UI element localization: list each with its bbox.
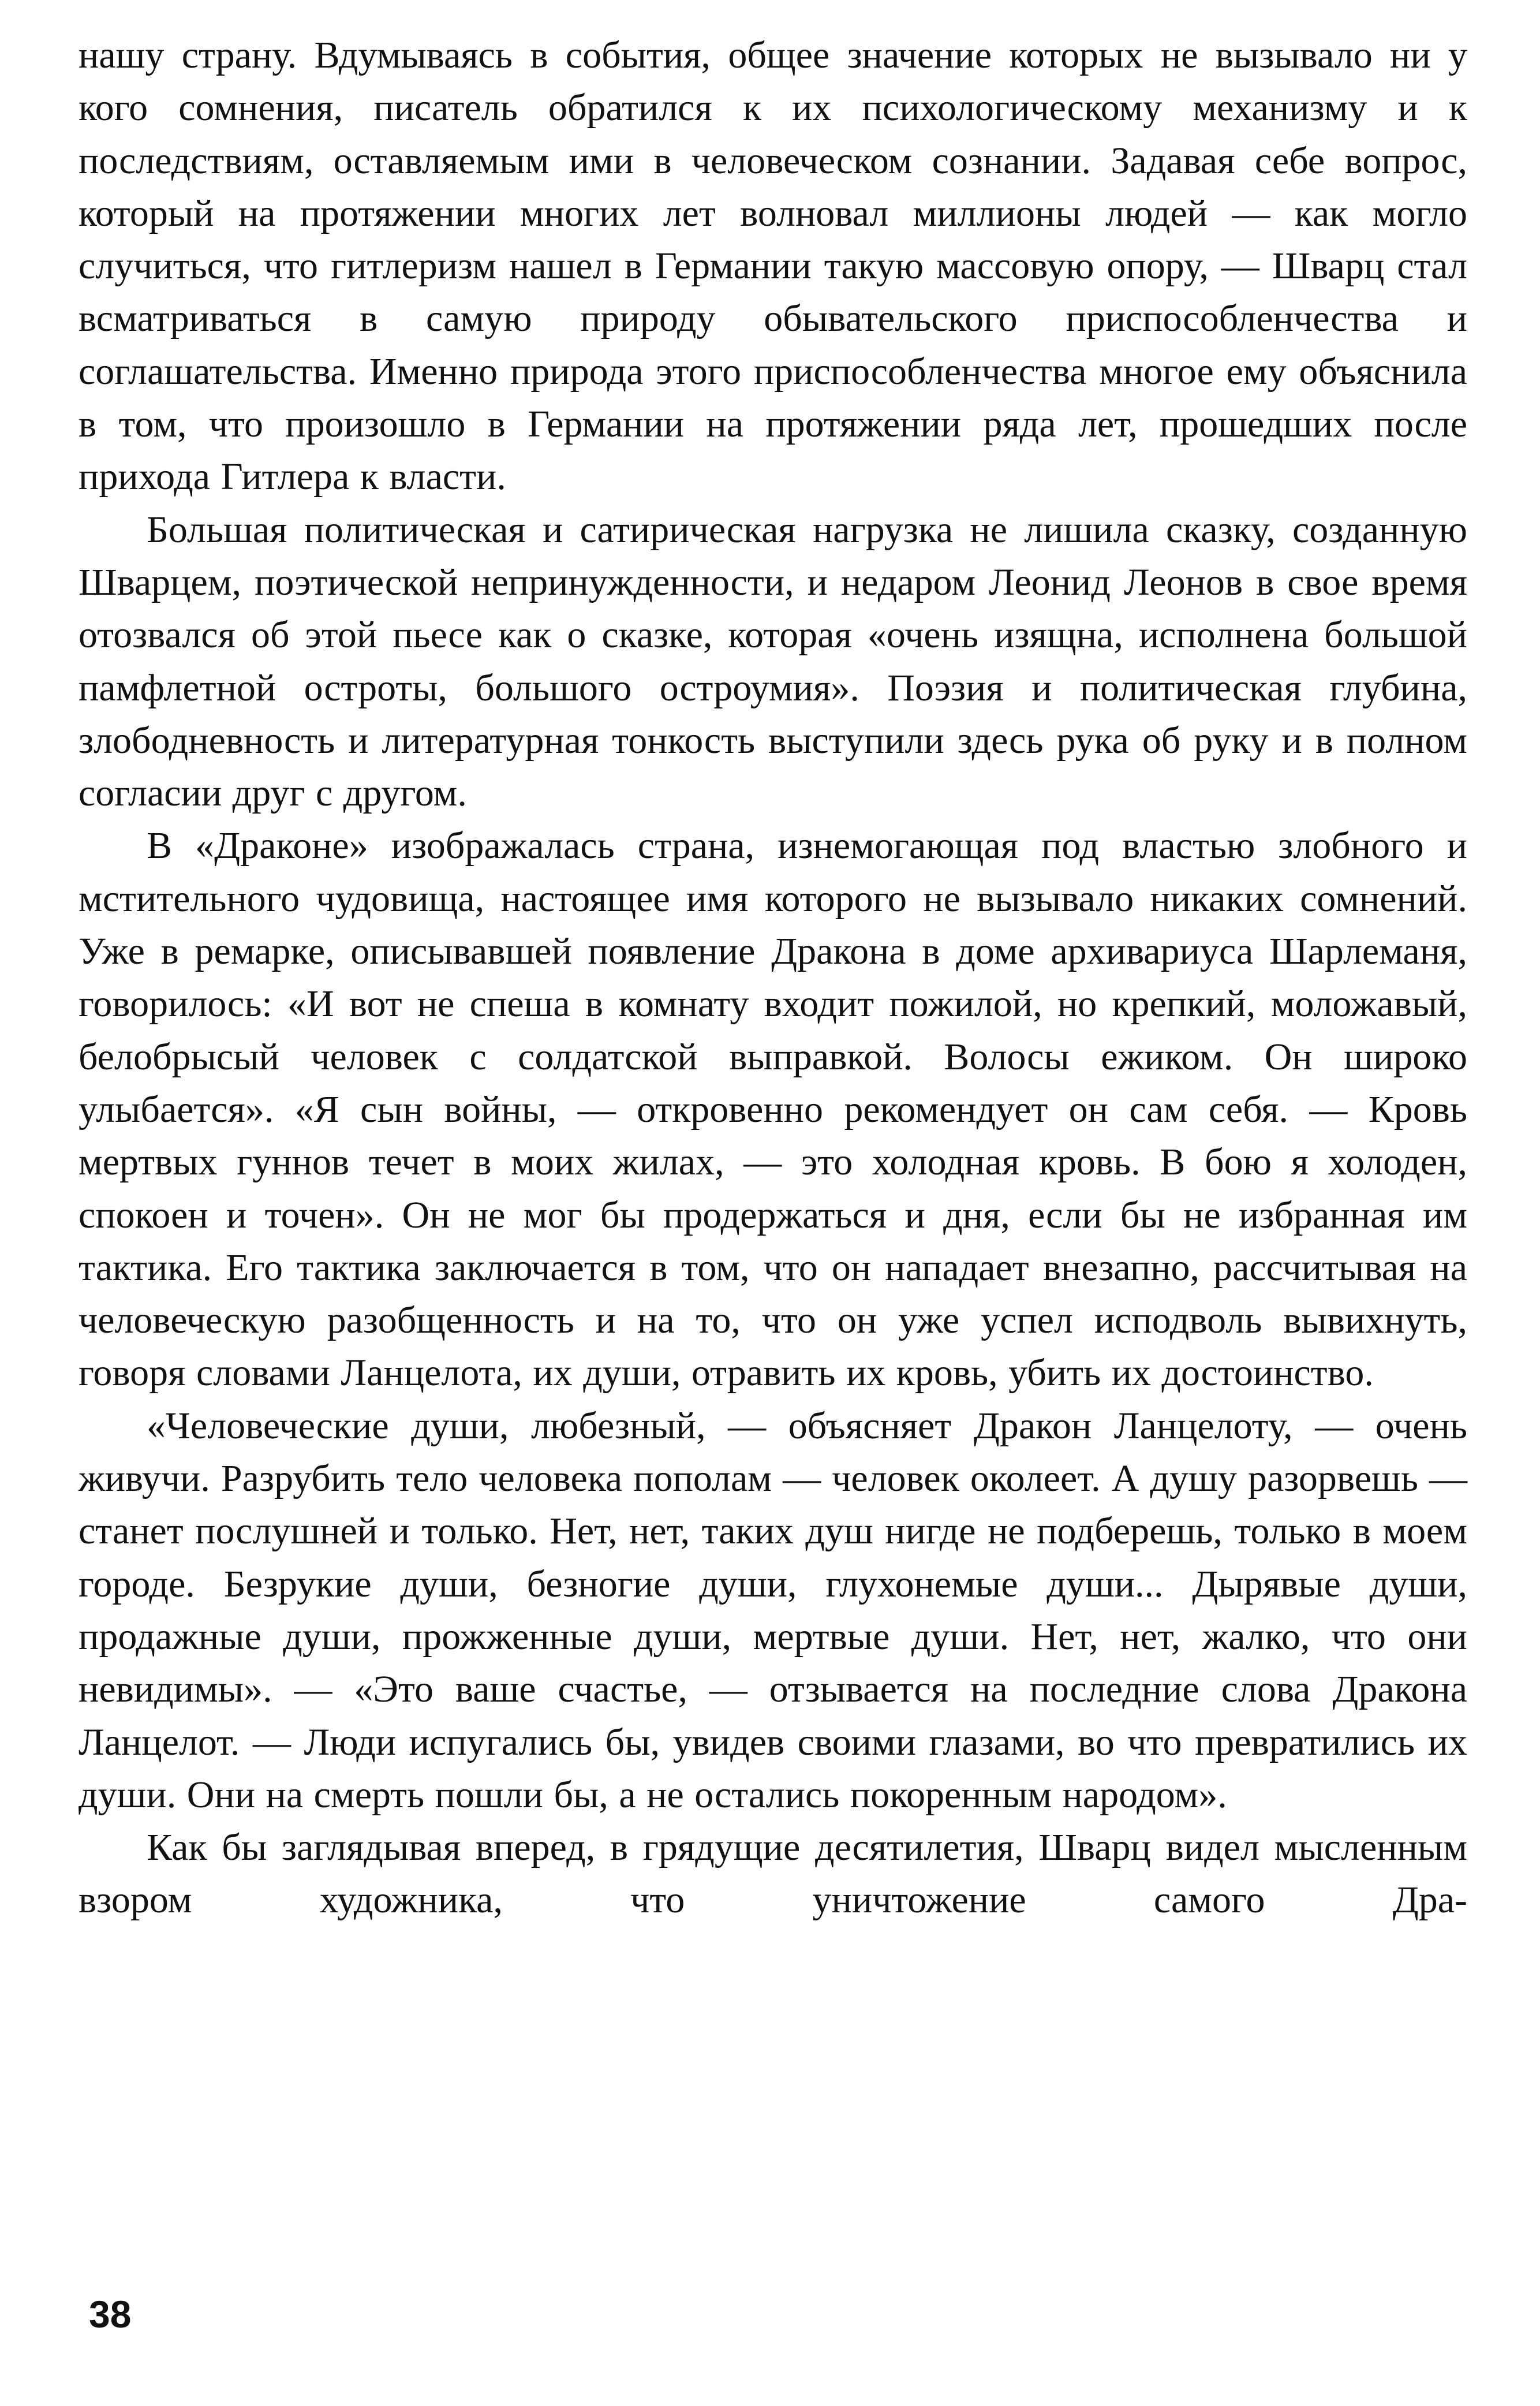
paragraph-3: В «Драконе» изображалась страна, изнемогающая под властью злобного и мстительного чудовища, настоящее имя которого не вызывало никаких сомнений. Уже в ремарке, описывавшей появление Дракона в доме архивариуса Шарлеманя, говорилось: «И вот не спеша в комнату входит пожилой, но крепкий, моложавый, белобрысый человек с солдатской выправкой. Волосы ежиком. Он широко улыбается». «Я сын войны, — откровенно рекомендует он сам себя. — Кровь мертвых гуннов течет в моих жилах, — это холодная кровь. В бою я холоден, спокоен и точен». Он не мог бы продержаться и дня, если бы не избранная им тактика. Его тактика заключается в том, что он нападает внезапно, рассчитывая на человеческую разобщенность и на то, что он уже успел исподволь вывихнуть, говоря словами Ланцелота, их души, отравить их кровь, убить их достоинство. (79, 825, 1467, 1394)
paragraph-5: Как бы заглядывая вперед, в грядущие десятилетия, Шварц видел мысленным взором художника, что уничтожение самого Дра- (79, 1826, 1467, 1922)
page-number: 38 (89, 2293, 132, 2336)
paragraph-1: нашу страну. Вдумываясь в события, общее значение которых не вызывало ни у кого сомнения, писатель обратился к их психологическому механизму и к последствиям, оставляемым ими в человеческом сознании. Задавая себе вопрос, который на протяжении многих лет волновал миллионы людей — как могло случиться, что гитлеризм нашел в Германии такую массовую опору, — Шварц стал всматриваться в самую природу обывательского приспособленчества и соглашательства. Именно природа этого приспособленчества многое ему объяснила в том, что произошло в Германии на протяжении ряда лет, прошедших после прихода Гитлера к власти. (79, 34, 1467, 498)
paragraph-2: Большая политическая и сатирическая нагрузка не лишила сказку, созданную Шварцем, поэтической непринужденности, и недаром Леонид Леонов в свое время отозвался об этой пьесе как о сказке, которая «очень изящна, исполнена большой памфлетной остроты, большого остроумия». Поэзия и политическая глубина, злободневность и литературная тонкость выступили здесь рука об руку и в полном согласии друг с другом. (79, 508, 1467, 815)
page-text-body (79, 29, 1467, 1927)
paragraph-4: «Человеческие души, любезный, — объясняет Дракон Ланцелоту, — очень живучи. Разрубить тело человека пополам — человек околеет. А душу разорвешь — станет послушней и только. Нет, нет, таких душ нигде не подберешь, только в моем городе. Безрукие души, безногие души, глухонемые души... Дырявые души, продажные души, прожженные души, мертвые души. Нет, нет, жалко, что они невидимы». — «Это ваше счастье, — отзывается на последние слова Дракона Ланцелот. — Люди испугались бы, увидев своими глазами, во что превратились их души. Они на смерть пошли бы, а не остались покоренным народом». (79, 1404, 1467, 1816)
